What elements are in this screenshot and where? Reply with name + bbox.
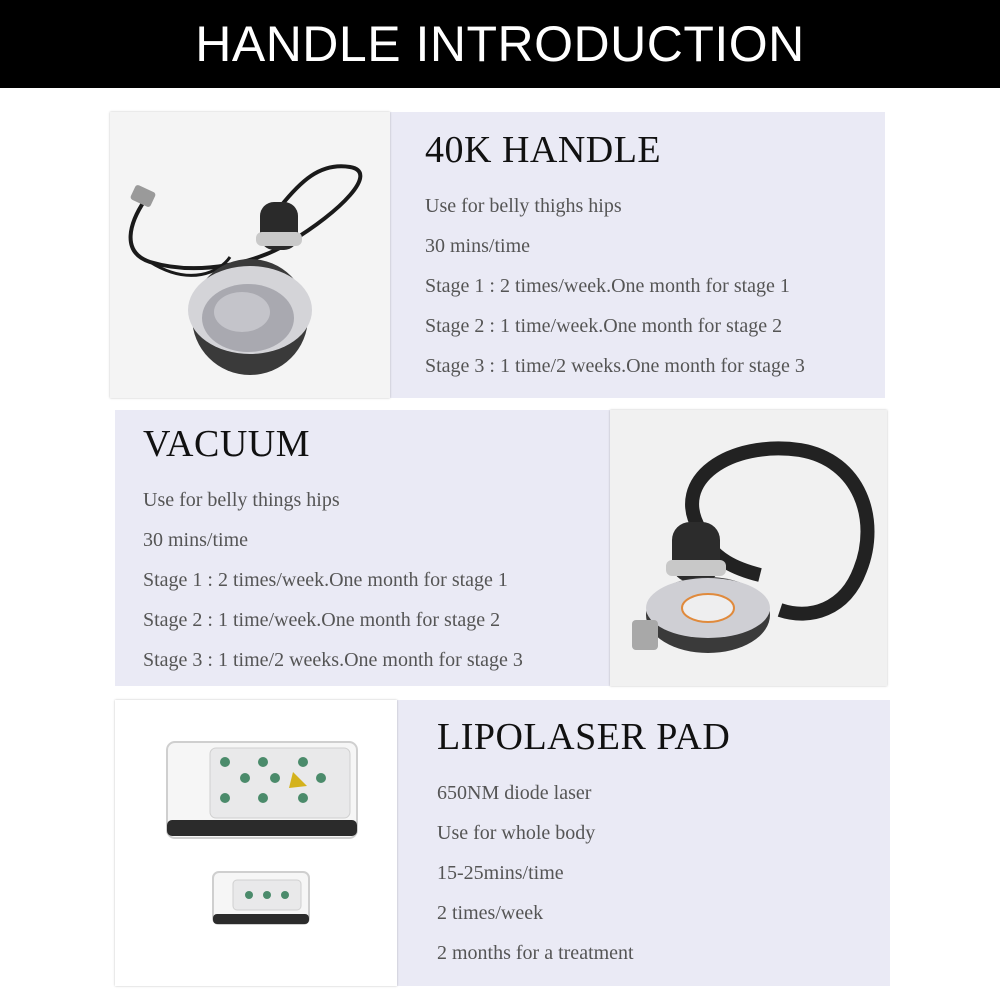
photo-lipolaser-pad: [115, 700, 397, 986]
section-lipolaser-text: [437, 715, 730, 973]
section-line: 30 mins/time: [143, 529, 248, 551]
section-line: 30 mins/time: [425, 235, 530, 257]
section-line: Use for whole body: [437, 822, 596, 844]
section-line: Stage 3 : 1 time/2 weeks.One month for stage 3: [425, 355, 805, 377]
page-banner: [0, 0, 1000, 88]
cavitation-handle-image: [110, 112, 390, 398]
vacuum-handle-image: [610, 410, 887, 686]
section-line: Stage 3 : 1 time/2 weeks.One month for stage 3: [143, 649, 523, 671]
photo-vacuum: [610, 410, 887, 686]
section-title: LIPOLASER PAD: [437, 716, 731, 758]
photo-40k-handle: [110, 112, 390, 398]
section-line: 15-25mins/time: [437, 862, 564, 884]
section-line: Use for belly things hips: [143, 489, 340, 511]
section-40k-text: [425, 128, 805, 386]
section-line: Stage 2 : 1 time/week.One month for stage 2: [425, 315, 783, 337]
section-line: 2 times/week: [437, 902, 544, 924]
section-title: VACUUM: [143, 423, 311, 465]
section-line: Stage 1 : 2 times/week.One month for stage 1: [143, 569, 508, 591]
section-title: 40K HANDLE: [425, 129, 662, 171]
section-line: 2 months for a treatment: [437, 942, 634, 964]
page-title: HANDLE INTRODUCTION: [195, 16, 805, 72]
section-line: 650NM diode laser: [437, 782, 592, 804]
section-line: Stage 1 : 2 times/week.One month for stage 1: [425, 275, 790, 297]
lipolaser-pad-image: [115, 700, 397, 986]
section-line: Stage 2 : 1 time/week.One month for stage 2: [143, 609, 501, 631]
section-line: Use for belly thighs hips: [425, 195, 622, 217]
section-vacuum-text: [143, 422, 523, 680]
